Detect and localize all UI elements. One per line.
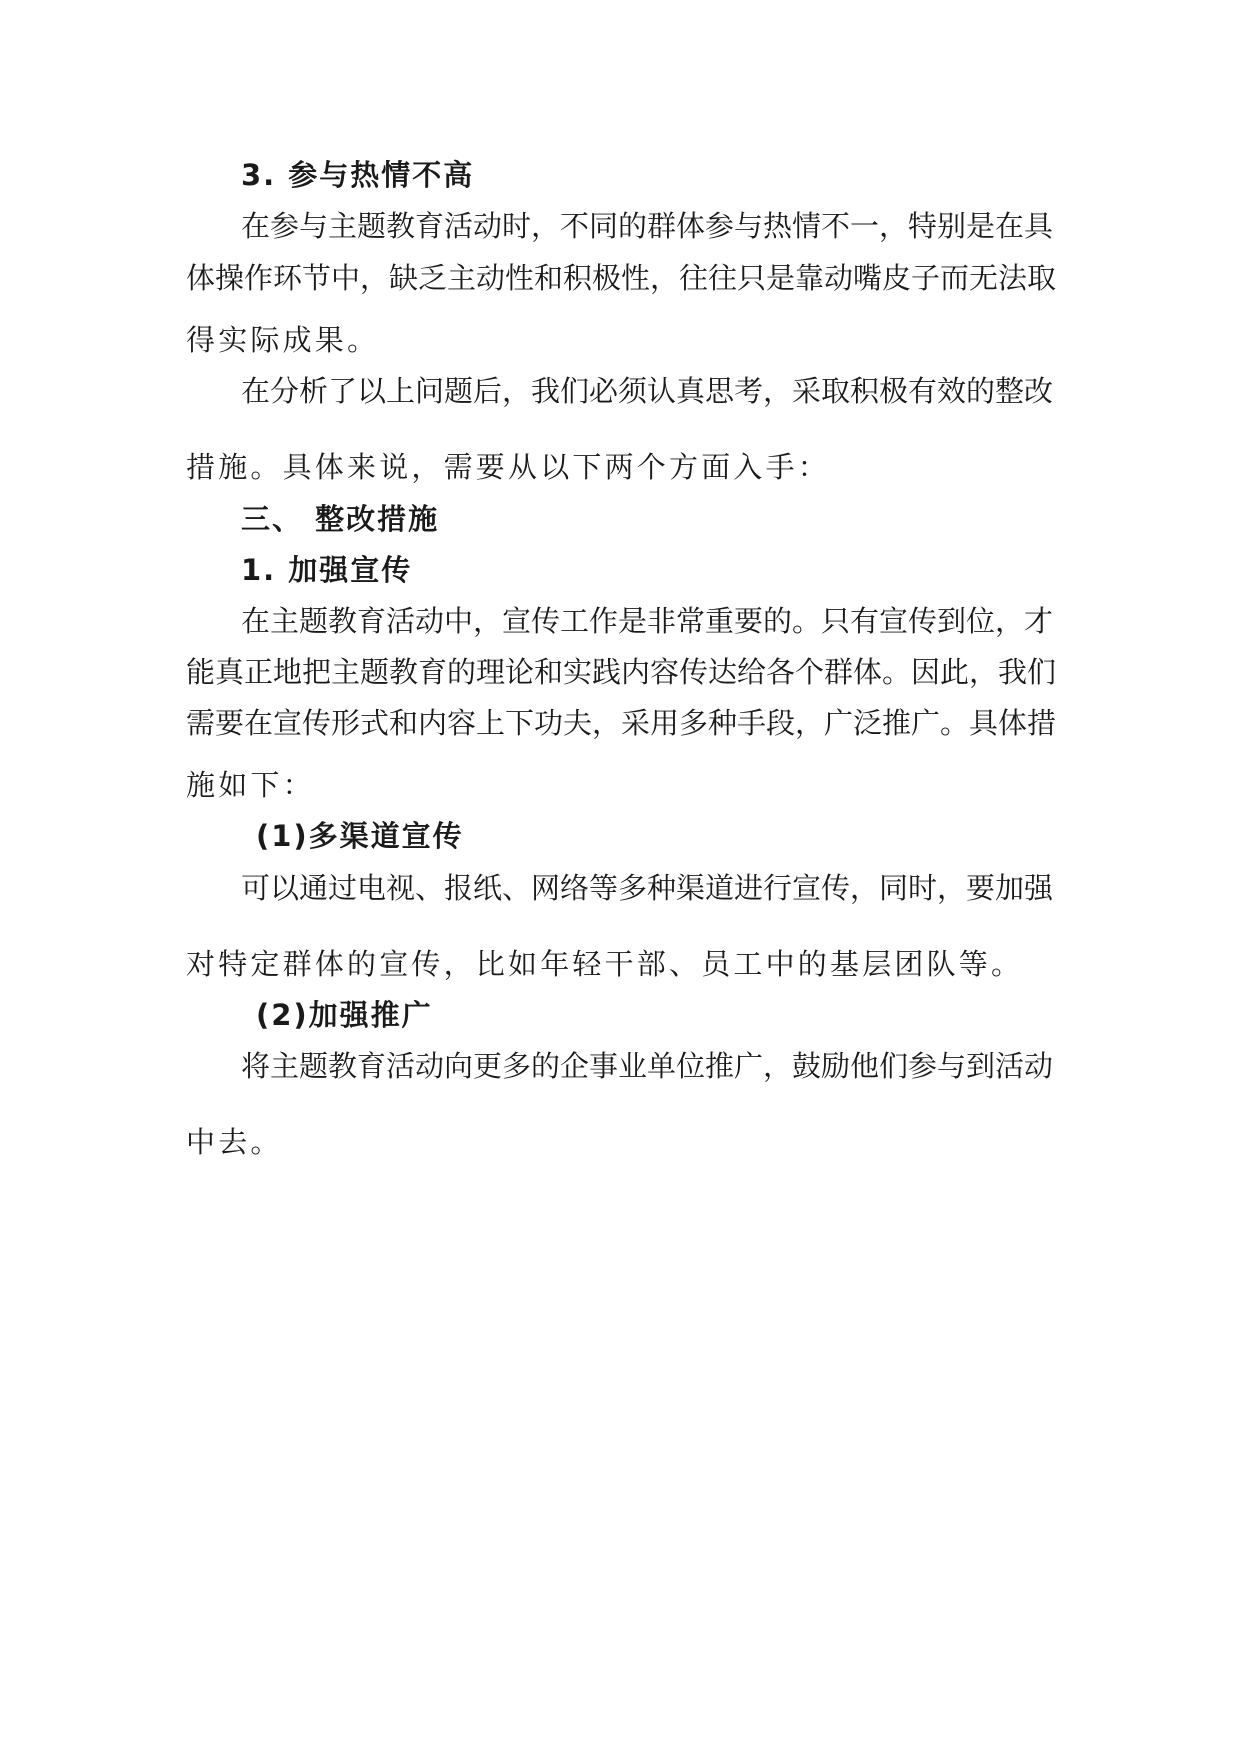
paragraph-line: 体操作环节中，缺乏主动性和积极性，往往只是靠动嘴皮子而无法取: [186, 261, 1057, 295]
subheading-strengthen-promotion: (2)加强推广: [256, 998, 433, 1032]
paragraph-line: 得实际成果。: [186, 323, 380, 357]
paragraph-line: 措施。具体来说，需要从以下两个方面入手：: [186, 450, 831, 484]
subheading-multichannel-publicity: (1)多渠道宣传: [256, 819, 464, 853]
paragraph-line: 在主题教育活动中，宣传工作是非常重要的。只有宣传到位，才: [241, 604, 1054, 638]
section-heading-rectification-measures: 三、 整改措施: [241, 502, 440, 536]
paragraph-line: 能真正地把主题教育的理论和实践内容传达给各个群体。因此，我们: [186, 655, 1057, 689]
paragraph-line: 将主题教育活动向更多的企事业单位推广，鼓励他们参与到活动: [241, 1049, 1054, 1083]
heading-strengthen-publicity: 1. 加强宣传: [241, 553, 413, 587]
paragraph-line: 中去。: [186, 1125, 283, 1159]
paragraph-line: 需要在宣传形式和内容上下功夫，采用多种手段，广泛推广。具体措: [186, 706, 1057, 740]
paragraph-line: 对特定群体的宣传，比如年轻干部、员工中的基层团队等。: [186, 947, 1024, 981]
paragraph-line: 在分析了以上问题后，我们必须认真思考，采取积极有效的整改: [241, 374, 1054, 408]
paragraph-line: 可以通过电视、报纸、网络等多种渠道进行宣传，同时，要加强: [241, 871, 1054, 905]
heading-participation-enthusiasm: 3. 参与热情不高: [241, 158, 475, 192]
paragraph-line: 施如下：: [186, 768, 315, 802]
paragraph-line: 在参与主题教育活动时，不同的群体参与热情不一，特别是在具: [241, 209, 1054, 243]
